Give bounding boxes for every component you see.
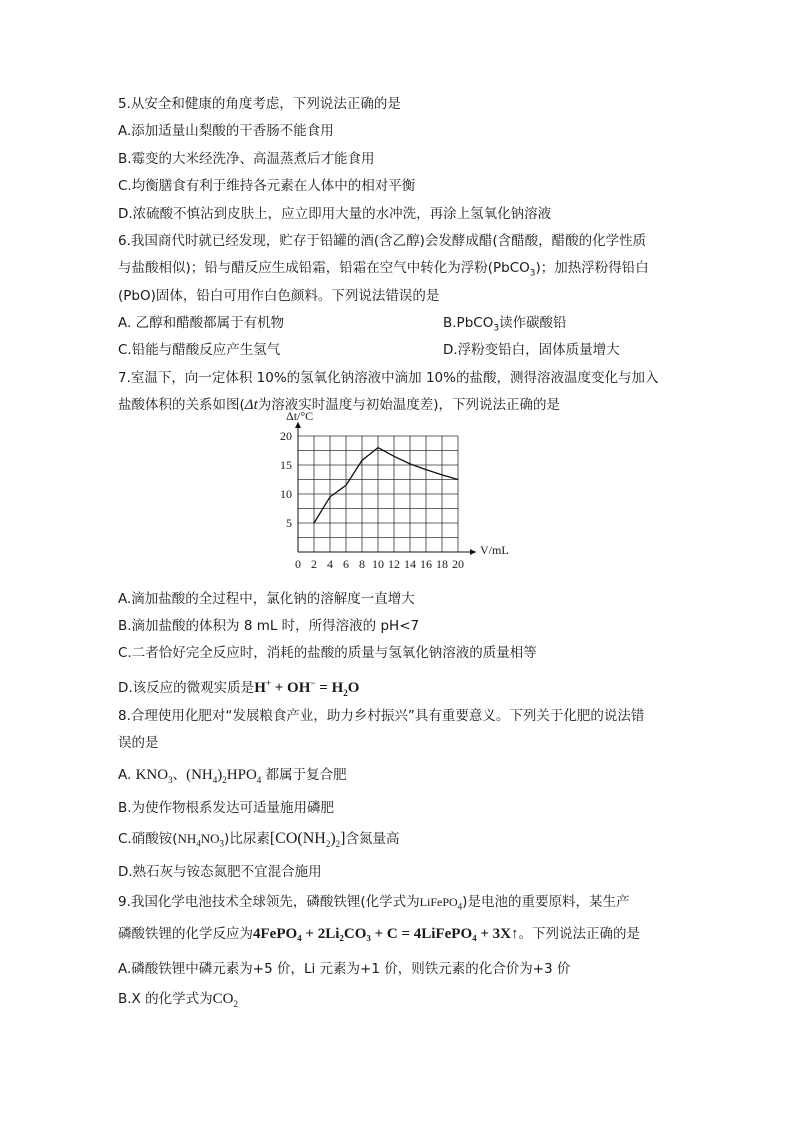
- chart-y-label: Δt/°C: [286, 409, 314, 423]
- q7-line2: 盐酸体积的关系如图(Δt为溶液实时温度与初始温度差)，下列说法正确的是: [118, 397, 561, 413]
- q9-option-b: B.X 的化学式为$CO_2$: [118, 991, 238, 1009]
- data-point: [345, 485, 346, 486]
- q8-option-b: B.为使作物根系发达可适量施用磷肥: [118, 800, 335, 816]
- q6-option-b: B.PbCO$_3$读作碳酸铅: [443, 315, 567, 334]
- chart-grid: [298, 436, 458, 552]
- q6-option-a: A. 乙醇和醋酸都属于有机物: [118, 315, 285, 331]
- data-point: [329, 496, 330, 497]
- x-tick-label: 14: [404, 557, 416, 571]
- q5-option-d: D.浓硫酸不慎沾到皮肤上，应立即用大量的水冲洗，再涂上氢氧化钠溶液: [118, 206, 552, 222]
- x-tick-label: 4: [327, 557, 333, 571]
- data-point: [409, 463, 410, 464]
- x-tick-label: 20: [452, 557, 464, 571]
- y-tick-label: 20: [280, 429, 292, 443]
- data-point: [457, 479, 458, 480]
- q5-stem: 5.从安全和健康的角度考虑，下列说法正确的是: [118, 96, 401, 112]
- data-point: [425, 469, 426, 470]
- y-tick-label: 5: [286, 516, 292, 530]
- q7-option-a: A.滴加盐酸的全过程中，氯化钠的溶解度一直增大: [118, 591, 415, 607]
- temperature-curve: [314, 448, 458, 523]
- x-tick-label: 10: [372, 557, 384, 571]
- q8-option-a: A. $KNO_3$、$(NH_4)_2HPO_4$ 都属于复合肥: [118, 767, 347, 785]
- q7-option-b: B.滴加盐酸的体积为 8 mL 时，所得溶液的 pH<7: [118, 618, 420, 634]
- q7-line1: 7.室温下，向一定体积 10%的氢氧化钠溶液中滴加 10%的盐酸，测得溶液温度变化与加入: [118, 370, 659, 386]
- chart-axes: [295, 422, 476, 555]
- q6-line1: 6.我国商代时就已经发现，贮存于铅罐的酒(含乙醇)会发酵成醋(含醋酸，醋酸的化学性质: [118, 233, 647, 249]
- q9-option-a: A.磷酸铁锂中磷元素为+5 价，Li 元素为+1 价，则铁元素的化合价为+3 价: [118, 961, 571, 977]
- x-tick-label: 8: [359, 557, 365, 571]
- q5-option-b: B.霉变的大米经洗净、高温蒸煮后才能食用: [118, 151, 375, 167]
- x-tick-label: 18: [436, 557, 448, 571]
- q9-line2: 磷酸铁锂的化学反应为4FePO₄ + 2Li₂CO₃ + C = 4LiFePO₄ + 3X↑。下列说法正确的是: [118, 926, 640, 942]
- x-tick-label: 12: [388, 557, 400, 571]
- data-point: [313, 522, 314, 523]
- temperature-volume-chart: [260, 409, 530, 585]
- q9-reaction-equation: 4FePO₄ + 2Li₂CO₃ + C = 4LiFePO₄ + 3X↑: [253, 926, 519, 942]
- x-tick-label: 6: [343, 557, 349, 571]
- q5-option-a: A.添加适量山梨酸的干香肠不能食用: [118, 123, 334, 139]
- q6-line2: 与盐酸相似)；铅与醋反应生成铅霜，铅霜在空气中转化为浮粉(PbCO$_3$)；加热浮粉得铅白: [118, 260, 649, 279]
- q7-option-d: D.该反应的微观实质是$H^+ + OH^- = H_2O$: [118, 678, 360, 698]
- q6-line3: (PbO)固体，铅白可用作白色颜料。下列说法错误的是: [118, 288, 440, 304]
- data-point: [393, 456, 394, 457]
- x-tick-label: 2: [311, 557, 317, 571]
- q6-option-c: C.铅能与醋酸反应产生氢气: [118, 342, 281, 358]
- q7-option-c: C.二者恰好完全反应时，消耗的盐酸的质量与氢氧化钠溶液的质量相等: [118, 645, 537, 661]
- y-tick-label: 15: [280, 458, 292, 472]
- q5-option-c: C.均衡膳食有利于维持各元素在人体中的相对平衡: [118, 178, 416, 194]
- q6-option-d: D.浮粉变铅白，固体质量增大: [443, 342, 620, 358]
- q8-line2: 误的是: [118, 735, 159, 751]
- x-tick-label: 0: [295, 557, 301, 571]
- y-tick-label: 10: [280, 487, 292, 501]
- data-point: [377, 447, 378, 448]
- q8-option-c: C.硝酸铵$(NH_4NO_3)$比尿素$[CO(NH_2)_2]$含氮量高: [118, 830, 400, 850]
- data-point: [361, 460, 362, 461]
- chart-series: [313, 447, 458, 524]
- q8-line1: 8.合理使用化肥对“发展粮食产业，助力乡村振兴”具有重要意义。下列关于化肥的说法错: [118, 708, 645, 724]
- q8-option-d: D.熟石灰与铵态氮肥不宜混合施用: [118, 864, 322, 880]
- q6-options-row1: [118, 314, 678, 332]
- x-tick-label: 16: [420, 557, 432, 571]
- q6-options-row2: [118, 341, 678, 359]
- data-point: [441, 474, 442, 475]
- q9-line1: 9.我国化学电池技术全球领先，磷酸铁锂(化学式为LiFePO$_4$)是电池的重要原料，某生产: [118, 894, 630, 912]
- x-axis-arrow: [470, 549, 476, 555]
- chart-x-label: V/mL: [480, 543, 509, 557]
